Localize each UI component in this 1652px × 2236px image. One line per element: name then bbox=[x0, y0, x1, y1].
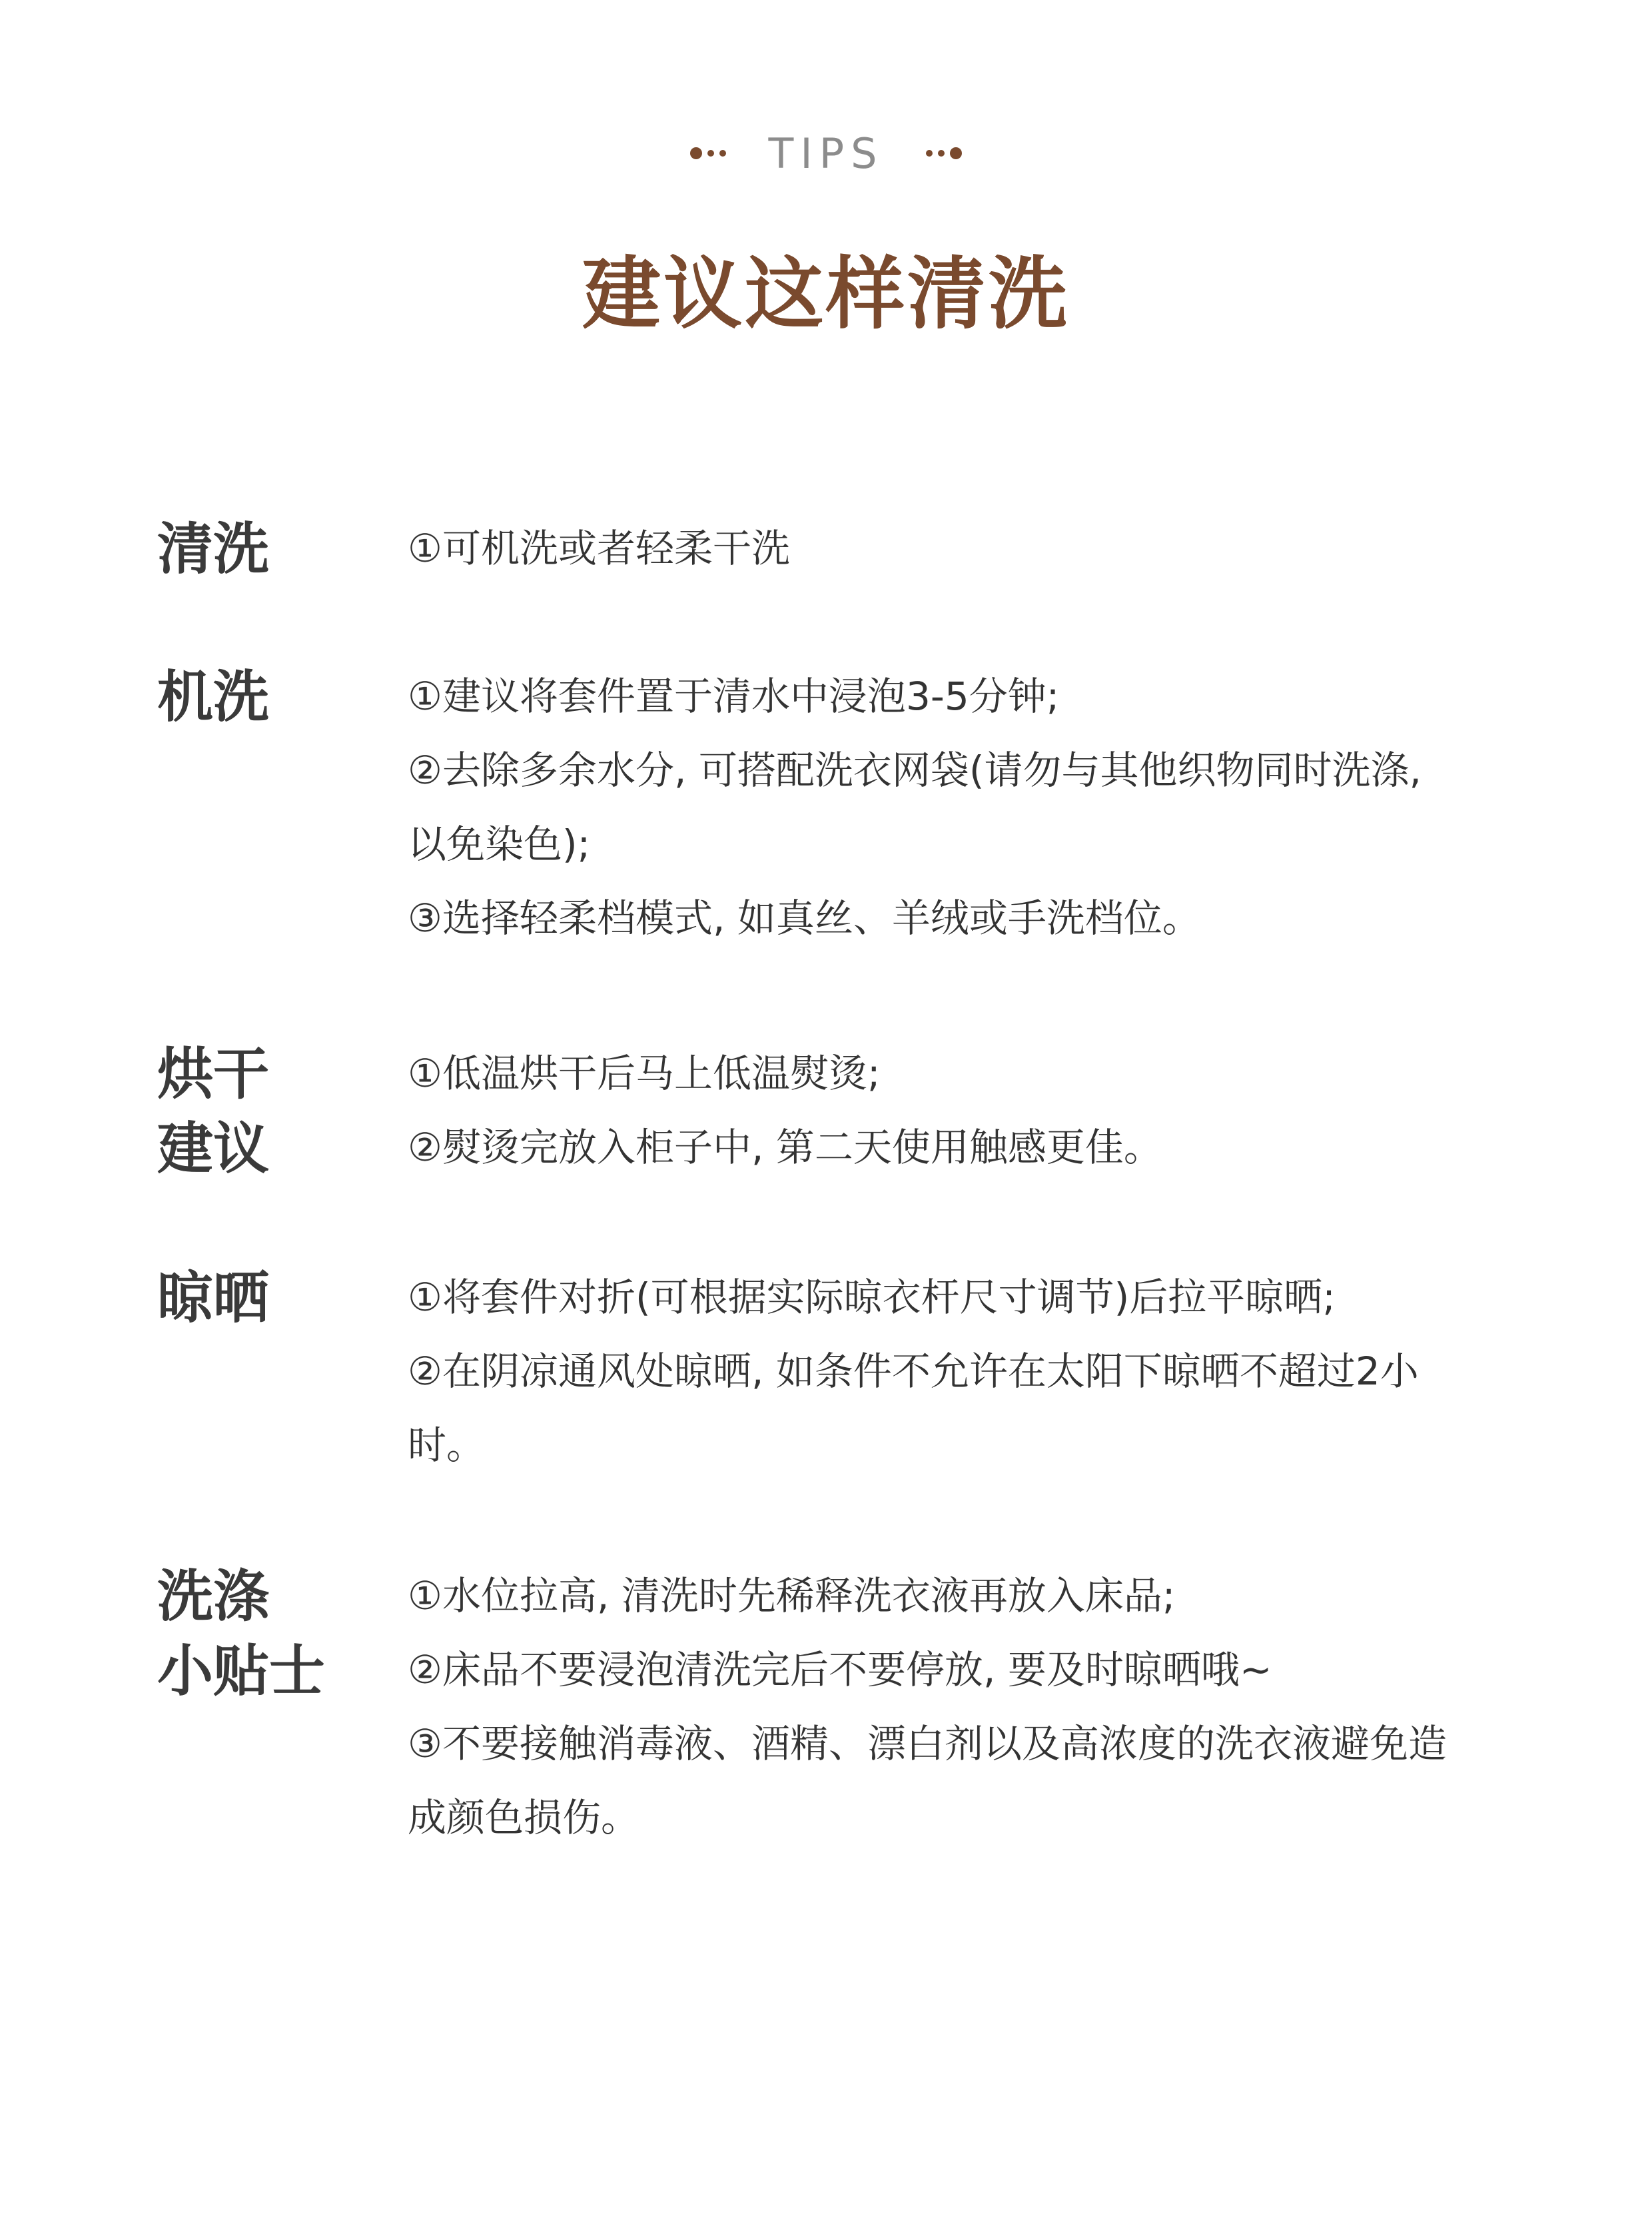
section-label-line: 烘干 bbox=[157, 1041, 270, 1107]
section-label bbox=[157, 1261, 377, 1335]
instruction-line: ①建议将套件置于清水中浸泡3-5分钟; bbox=[408, 674, 1060, 719]
section-label bbox=[157, 1559, 377, 1708]
dot bbox=[926, 150, 933, 157]
dot bbox=[707, 150, 714, 157]
section-body bbox=[408, 660, 1553, 955]
instruction-line: 时。 bbox=[408, 1422, 486, 1468]
instruction-line: ③选择轻柔档模式, 如真丝、羊绒或手洗档位。 bbox=[408, 895, 1201, 941]
instruction-line: 以免染色); bbox=[408, 822, 591, 867]
section-body bbox=[408, 1559, 1553, 1855]
instruction-line: ①可机洗或者轻柔干洗 bbox=[408, 526, 790, 571]
section-label-line: 晾晒 bbox=[157, 1265, 270, 1331]
instruction-line: ①低温烘干后马上低温熨烫; bbox=[408, 1051, 881, 1096]
instruction-line: ①水位拉高, 清洗时先稀释洗衣液再放入床品; bbox=[408, 1573, 1176, 1618]
section-label-line: 机洗 bbox=[157, 664, 270, 730]
page-title: 建议这样清洗 bbox=[582, 248, 1070, 340]
section-label-line: 建议 bbox=[157, 1116, 270, 1181]
instruction-line: ②熨烫完放入柜子中, 第二天使用触感更佳。 bbox=[408, 1125, 1162, 1170]
instruction-line: ①将套件对折(可根据实际晾衣杆尺寸调节)后拉平晾晒; bbox=[408, 1275, 1336, 1320]
instruction-line: ②在阴凉通风处晾晒, 如条件不允许在太阳下晾晒不超过2小 bbox=[408, 1349, 1419, 1394]
instruction-line: ②去除多余水分, 可搭配洗衣网袋(请勿与其他织物同时洗涤, bbox=[408, 748, 1422, 793]
tips-header bbox=[0, 127, 1652, 180]
section-label bbox=[157, 660, 377, 734]
section-body bbox=[408, 1037, 1553, 1185]
instruction-line: ③不要接触消毒液、酒精、漂白剂以及高浓度的洗衣液避免造 bbox=[408, 1721, 1447, 1766]
dot bbox=[938, 150, 945, 157]
right-dots-ornament bbox=[926, 147, 962, 159]
dot bbox=[950, 147, 962, 159]
instruction-line: 成颜色损伤。 bbox=[408, 1795, 640, 1840]
left-dots-ornament bbox=[690, 147, 726, 159]
dot bbox=[690, 147, 702, 159]
section-label-line: 清洗 bbox=[157, 516, 270, 582]
instruction-line: ②床品不要浸泡清洗完后不要停放, 要及时晾晒哦~ bbox=[408, 1647, 1272, 1692]
section-body bbox=[408, 1261, 1553, 1482]
section-body bbox=[408, 512, 1553, 586]
tips-label: TIPS bbox=[768, 129, 884, 178]
section-label bbox=[157, 1037, 377, 1186]
section-label-line: 小贴士 bbox=[157, 1638, 326, 1704]
section-label-line: 洗涤 bbox=[157, 1564, 270, 1629]
section-label bbox=[157, 512, 377, 586]
dot bbox=[719, 150, 726, 157]
